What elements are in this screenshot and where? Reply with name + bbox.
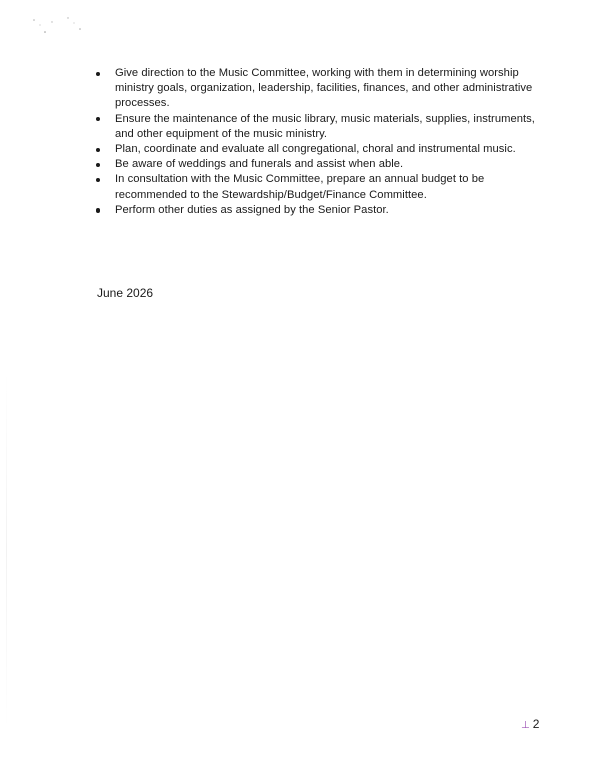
list-item (96, 203, 536, 218)
duties-list (96, 66, 536, 218)
bullet-icon (96, 208, 100, 212)
list-item-text: Perform other duties as assigned by the Senior Pastor. (115, 203, 389, 216)
page-mark-icon: ⊥ (521, 720, 530, 731)
page-number-text: 2 (532, 717, 540, 731)
list-item (96, 66, 536, 112)
document-date: June 2026 (97, 286, 154, 300)
scan-edge-shadow (6, 370, 7, 730)
bullet-icon (96, 72, 100, 76)
list-item-text: Be aware of weddings and funerals and assist when able. (115, 158, 404, 171)
list-item (96, 112, 536, 142)
bullet-icon (96, 163, 100, 167)
scan-specks (30, 14, 90, 38)
list-item-text: Give direction to the Music Committee, working with them in determining worship ministry goals, organization, leadership, facilities, finances, and other administrative processes. (115, 67, 533, 110)
list-item-text: Plan, coordinate and evaluate all congregational, choral and instrumental music. (115, 143, 516, 156)
list-item (96, 157, 536, 172)
list-item (96, 142, 536, 157)
list-item (96, 172, 536, 202)
bullet-icon (96, 148, 100, 152)
bullet-icon (96, 117, 100, 121)
list-item-text: Ensure the maintenance of the music library, music materials, supplies, instruments, and other equipment of the music ministry. (115, 112, 535, 140)
bullet-icon (96, 178, 100, 182)
page-number (521, 717, 539, 731)
list-item-text: In consultation with the Music Committee, prepare an annual budget to be recommended to the Stewardship/Budget/Finance Committee. (115, 173, 485, 201)
